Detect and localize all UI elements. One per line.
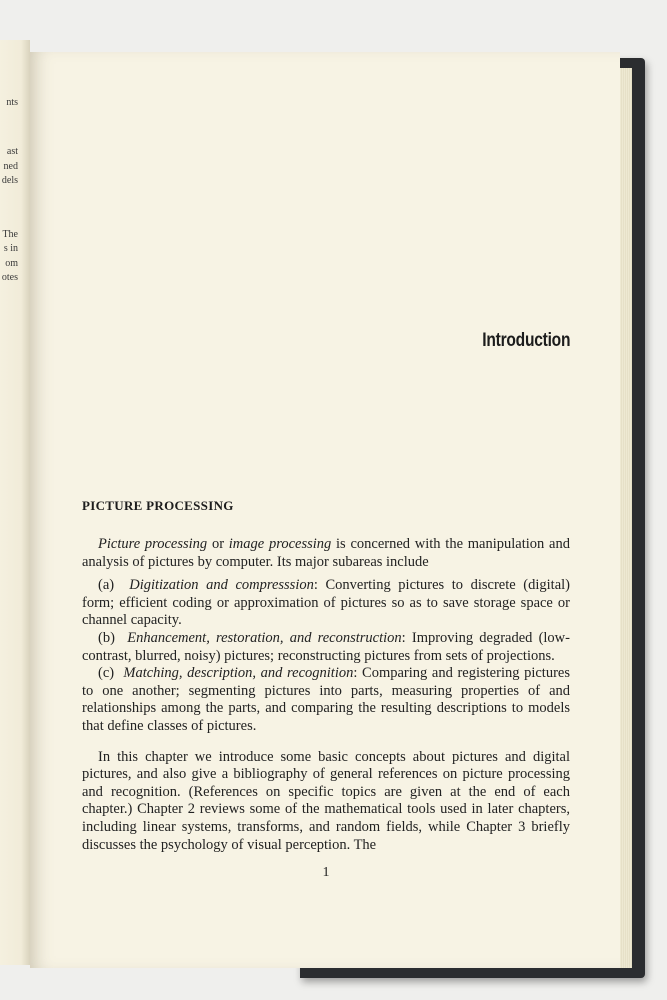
item-title: Digitization and compresssion [129,577,314,594]
left-fragment: s in [3,243,18,254]
item-marker: (a) [98,577,115,594]
left-fragment: The [2,229,18,240]
list-item-b [82,630,570,665]
closing-paragraph: In this chapter we introduce some basic concepts about pictures and digital pictures, and also give a bibliography of general references on picture processing and recognition. (References on specific topics are given at the end of each chapter.) Chapter 2 reviews some of the mathematical tools used in later chapters, including linear systems, transforms, and random fields, while Chapter 3 briefly discusses the psychology of visual perception. The [82,748,570,853]
section-heading: PICTURE PROCESSING [82,498,234,513]
page-number: 1 [322,865,330,880]
item-marker: (c) [98,665,115,682]
left-fragment: dels [1,175,18,186]
left-fragment: ast [6,146,18,157]
book-page [30,52,620,968]
item-text: : Converting pictures to discrete (digital) form; efficient coding or approximation of pictures so as to save storage space or channel capacity. [82,577,570,629]
left-fragment: nts [6,97,18,108]
item-title: Enhancement, restoration, and reconstruction [127,629,402,646]
intro-rest: is concerned with the manipulation and analysis of pictures by computer. Its major subareas include [82,536,570,570]
list-item-c [82,665,570,735]
left-fragment: otes [1,272,18,283]
intro-paragraph [82,536,570,571]
left-fragment: om [5,258,18,269]
intro-term-1: Picture processing [98,536,208,552]
body-text [82,536,570,854]
intro-term-2: image processing [228,536,332,552]
item-title: Matching, description, and recognition [123,665,354,682]
chapter-title: Introduction [482,330,570,351]
item-marker: (b) [98,629,115,646]
item-text: : Comparing and registering pictures to one another; segmenting pictures into parts, measuring properties of and relationships among the parts, and comparing the resulting descriptions to models that define classes of pictures. [82,665,570,734]
list-item-a [82,577,570,630]
left-page [0,40,30,965]
left-fragment: ned [3,161,18,172]
intro-joiner: or [207,536,229,552]
item-text: : Improving degraded (low-contrast, blurred, noisy) pictures; reconstructing pictures from sets of projections. [82,629,570,664]
